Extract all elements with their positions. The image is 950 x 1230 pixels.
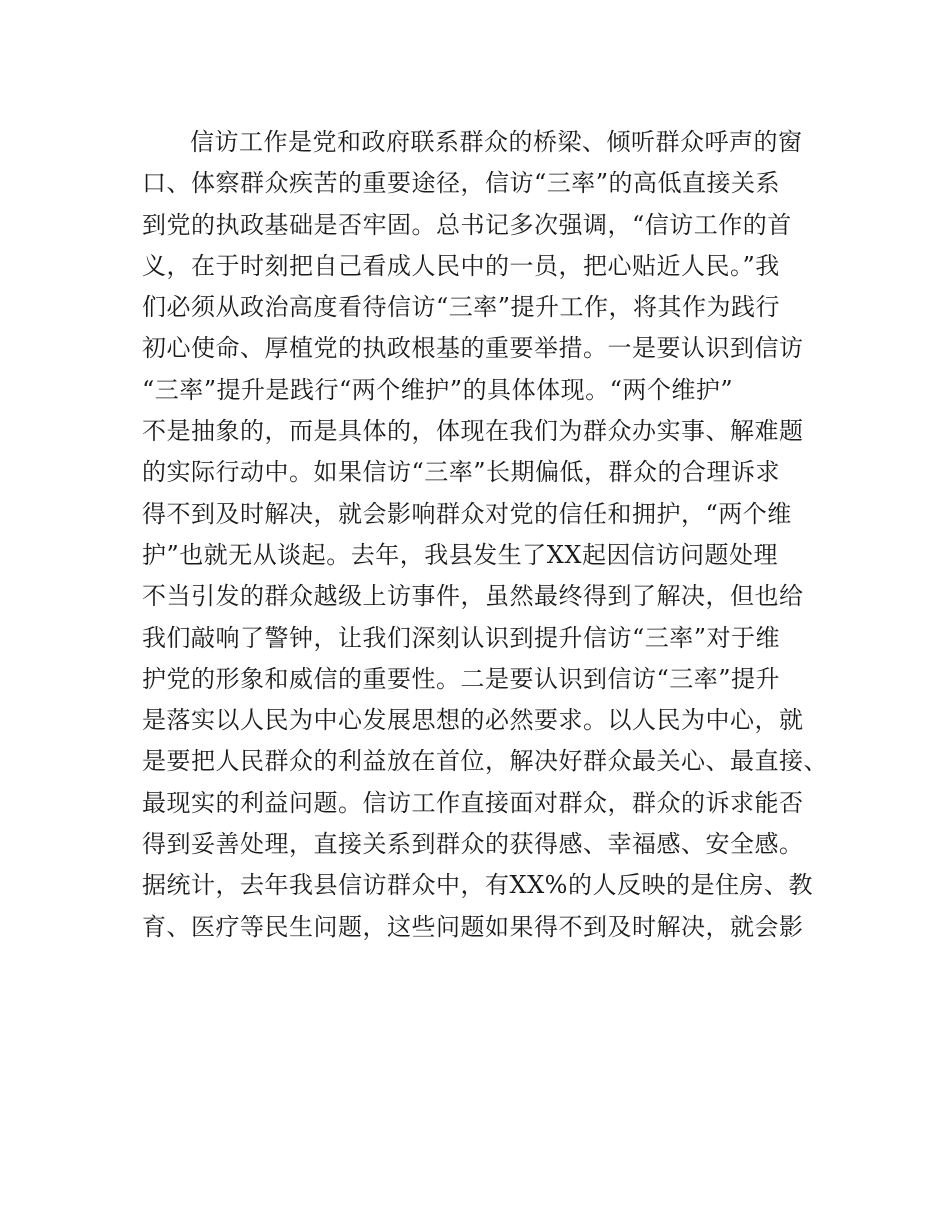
text-line: 护”也就无从谈起。去年，我县发生了XX起因信访问题处理 [142, 540, 778, 569]
text-line: “三率”提升是践行“两个维护”的具体体现。“两个维护” [142, 375, 734, 404]
text-line: 义，在于时刻把自己看成人民中的一员，把心贴近人民。”我 [142, 251, 780, 280]
text-line: 不是抽象的，而是具体的，体现在我们为群众办实事、解难题 [142, 417, 804, 446]
text-line: 信访工作是党和政府联系群众的桥梁、倾听群众呼声的窗 [190, 128, 803, 156]
text-line: 的实际行动中。如果信访“三率”长期偏低，群众的合理诉求 [142, 458, 781, 487]
text-line: 我们敲响了警钟，让我们深刻认识到提升信访“三率”对于维 [142, 623, 781, 652]
body-paragraph [142, 122, 832, 948]
text-line: 是要把人民群众的利益放在首位，解决好群众最关心、最直接、 [142, 747, 828, 776]
text-line: 不当引发的群众越级上访事件，虽然最终得到了解决，但也给 [142, 582, 804, 611]
text-line: 护党的形象和威信的重要性。二是要认识到信访“三率”提升 [142, 664, 781, 693]
text-line: 初心使命、厚植党的执政根基的重要举措。一是要认识到信访 [142, 334, 804, 363]
text-line: 到党的执政基础是否牢固。总书记多次强调，“信访工作的首 [142, 210, 792, 239]
text-line: 们必须从政治高度看待信访“三率”提升工作，将其作为践行 [142, 293, 781, 322]
text-line: 育、医疗等民生问题，这些问题如果得不到及时解决，就会影 [142, 912, 804, 941]
text-line: 得到妥善处理，直接关系到群众的获得感、幸福感、安全感。 [142, 830, 804, 859]
text-line: 得不到及时解决，就会影响群众对党的信任和拥护，“两个维 [142, 499, 792, 528]
text-line: 据统计，去年我县信访群众中，有XX%的人反映的是住房、教 [142, 871, 813, 900]
text-line: 是落实以人民为中心发展思想的必然要求。以人民为中心，就 [142, 706, 804, 735]
text-line: 口、体察群众疾苦的重要途径，信访“三率”的高低直接关系 [142, 169, 781, 198]
text-line: 最现实的利益问题。信访工作直接面对群众，群众的诉求能否 [142, 788, 804, 817]
